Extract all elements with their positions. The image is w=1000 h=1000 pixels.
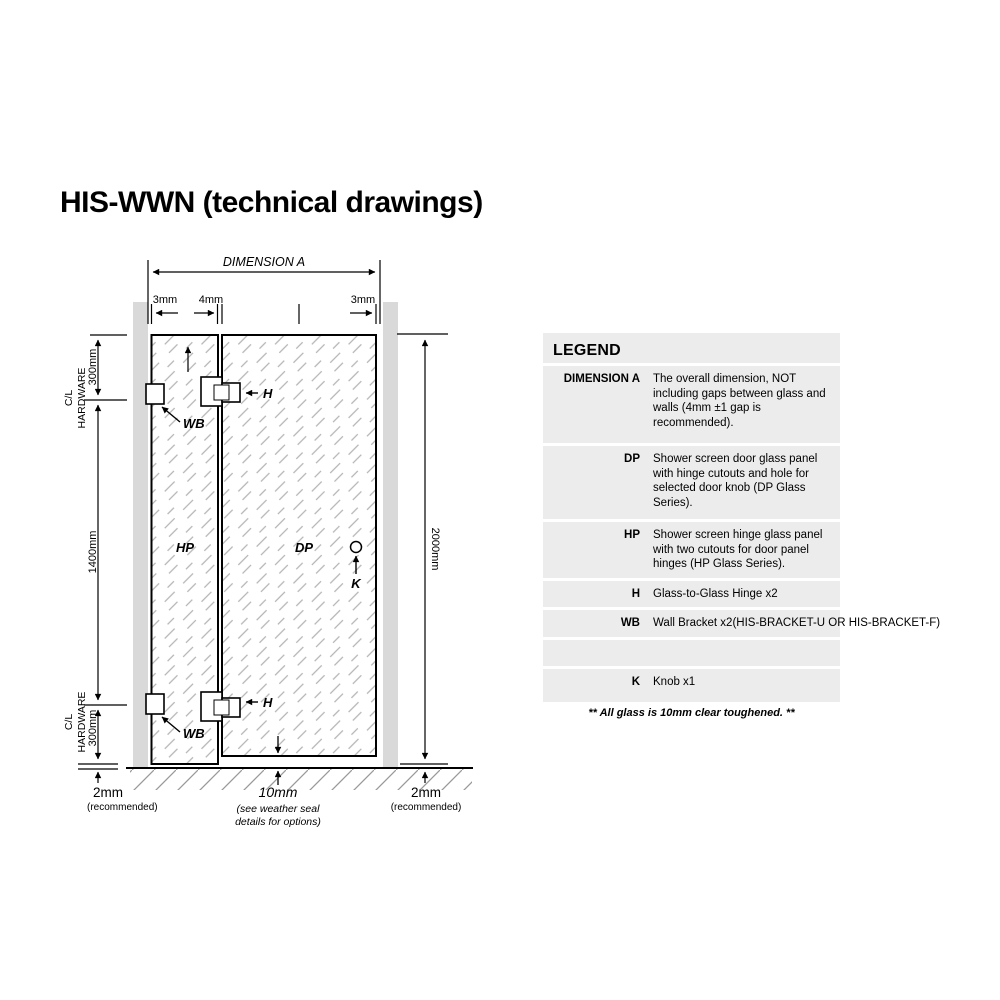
dim-1400-label: 1400mm <box>87 530 99 574</box>
top-gap-lines <box>152 304 377 324</box>
h-bottom-label: H <box>263 695 273 710</box>
bottom-left-note: (recommended) <box>87 802 158 813</box>
legend-row-k <box>543 666 840 702</box>
bottom-left-value: 2mm <box>93 785 123 800</box>
legend-term: HP <box>624 529 640 541</box>
technical-drawing <box>40 235 500 850</box>
cl-hardware-top-line2: HARDWARE <box>76 367 88 429</box>
bottom-mid-note1: (see weather seal <box>236 803 320 815</box>
legend-desc: The overall dimension, NOT including gaps between glass and walls (4mm ±1 gap is recommended). <box>653 373 826 429</box>
dp-label: DP <box>295 540 314 555</box>
wall-right <box>383 302 398 768</box>
glass-footnote: ** All glass is 10mm clear toughened. ** <box>588 707 795 719</box>
cl-hardware-top-line1: C/L <box>63 389 75 407</box>
legend-row-empty <box>543 637 840 666</box>
bottom-mid-value: 10mm <box>258 784 298 800</box>
wb-bottom-label: WB <box>183 726 205 741</box>
legend-desc: Knob x1 <box>653 675 696 688</box>
legend-desc: Wall Bracket x2(HIS-BRACKET-U OR HIS-BRACKET-F) <box>653 617 941 629</box>
dimension-a-label: DIMENSION A <box>222 255 306 269</box>
gap-mid-label: 4mm <box>198 294 224 306</box>
hp-label: HP <box>176 540 195 555</box>
legend-term <box>549 646 640 660</box>
legend-row-dp <box>543 443 840 519</box>
bottom-right-note: (recommended) <box>390 802 462 813</box>
wb-top-label: WB <box>183 416 205 431</box>
dimension-a-lines <box>148 260 380 324</box>
legend-desc <box>653 646 832 660</box>
h-top-label: H <box>263 386 273 401</box>
legend-desc: Glass-to-Glass Hinge x2 <box>653 587 778 600</box>
dim-300-top-label: 300mm <box>87 348 99 386</box>
legend-term: K <box>631 675 640 688</box>
cl-hardware-bottom-line1: C/L <box>63 713 75 731</box>
dim-2000-label: 2000mm <box>429 527 441 571</box>
legend-term: H <box>631 587 640 600</box>
legend-row-dimension-a <box>543 363 840 443</box>
legend-row-wb <box>543 607 941 637</box>
legend-desc: Shower screen hinge glass panel with two cutouts for door panel hinges (HP Glass Series). <box>653 529 823 570</box>
legend-desc: Shower screen door glass panel with hinge cutouts and hole for selected door knob (DP Glass Series). <box>653 453 818 509</box>
gap-right-label: 3mm <box>350 294 376 306</box>
k-label: K <box>351 576 361 591</box>
legend-term: DIMENSION A <box>563 373 640 385</box>
legend-panel <box>543 333 941 702</box>
bottom-right-value: 2mm <box>411 785 441 800</box>
legend-row-hp <box>543 519 840 578</box>
page-title: HIS-WWN (technical drawings) <box>60 186 483 219</box>
wall-bracket-top <box>146 384 164 404</box>
legend-term: WB <box>620 617 640 629</box>
gap-left-label: 3mm <box>152 294 178 306</box>
dim-300-bottom-label: 300mm <box>87 709 99 747</box>
legend-row-h <box>543 578 840 608</box>
bottom-mid-note2: details for options) <box>235 816 321 828</box>
knob-circle <box>351 542 362 553</box>
cl-hardware-bottom-line2: HARDWARE <box>76 691 88 753</box>
legend-term: DP <box>624 453 640 465</box>
wall-bracket-bottom <box>146 694 164 714</box>
legend-heading: LEGEND <box>553 342 621 359</box>
